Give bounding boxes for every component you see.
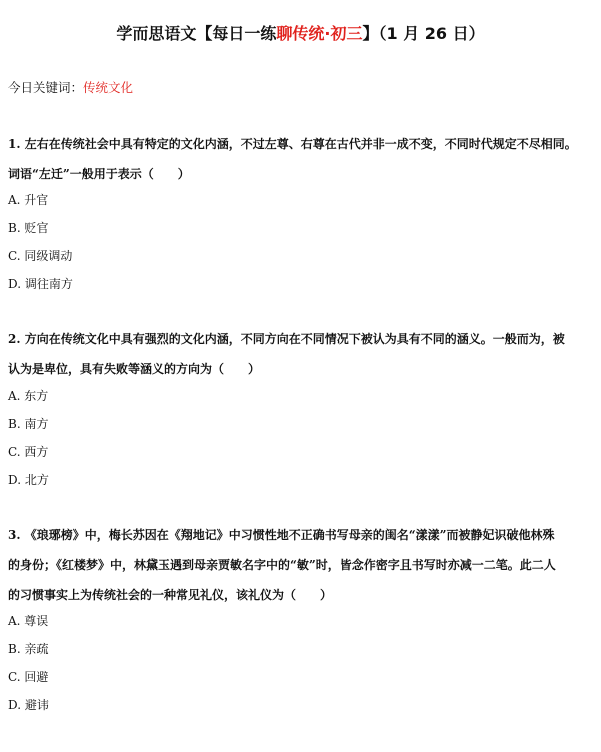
question-1-line-1: 1. 左右在传统社会中具有特定的文化内涵，不过左尊、右尊在古代并非一成不变，不同时代规定不尽相同。 (8, 137, 577, 151)
question-1-line-2: 词语“左迁”一般用于表示（ ） (8, 167, 190, 181)
question-3-stem (8, 520, 593, 610)
title-suffix: 】（1 月 26 日） (362, 24, 485, 43)
question-3-line-2: 的身份；《红楼梦》中，林黛玉遇到母亲贾敏名字中的“敏”时，皆念作密字且书写时亦减一二笔。此二人 (8, 558, 556, 572)
question-2-option-d: D. 北方 (8, 473, 49, 487)
question-1-option-a: A. 升官 (8, 193, 49, 207)
title-highlight: 聊传统·初三 (276, 24, 363, 43)
question-3-option-a: A. 尊误 (8, 614, 49, 628)
question-1-option-b: B. 贬官 (8, 221, 49, 235)
keyword-label: 今日关键词： (8, 80, 84, 95)
question-1-option-d: D. 调往南方 (8, 277, 73, 291)
question-3-line-1: 3. 《琅琊榜》中，梅长苏因在《翔地记》中习惯性地不正确书写母亲的闺名“漾漾”而被静妃识破他林殊 (8, 528, 555, 542)
keyword-line (8, 78, 133, 98)
question-2-stem (8, 324, 593, 384)
question-2-line-1: 2. 方向在传统文化中具有强烈的文化内涵，不同方向在不同情况下被认为具有不同的涵义。一般而为，被 (8, 332, 565, 346)
question-2-option-c: C. 西方 (8, 445, 49, 459)
question-1-stem (8, 129, 593, 189)
question-3-option-c: C. 回避 (8, 670, 49, 684)
question-3-option-b: B. 亲疏 (8, 642, 49, 656)
question-2-line-2: 认为是卑位，具有失败等涵义的方向为（ ） (8, 362, 261, 376)
page-title (0, 22, 601, 46)
keyword-value: 传统文化 (83, 80, 134, 95)
title-prefix: 学而思语文【每日一练 (116, 24, 277, 43)
question-1-option-c: C. 同级调动 (8, 249, 73, 263)
question-3-line-3: 的习惯事实上为传统社会的一种常见礼仪，该礼仪为（ ） (8, 588, 333, 602)
question-2-option-a: A. 东方 (8, 389, 49, 403)
question-2-option-b: B. 南方 (8, 417, 49, 431)
question-3-option-d: D. 避讳 (8, 698, 49, 712)
